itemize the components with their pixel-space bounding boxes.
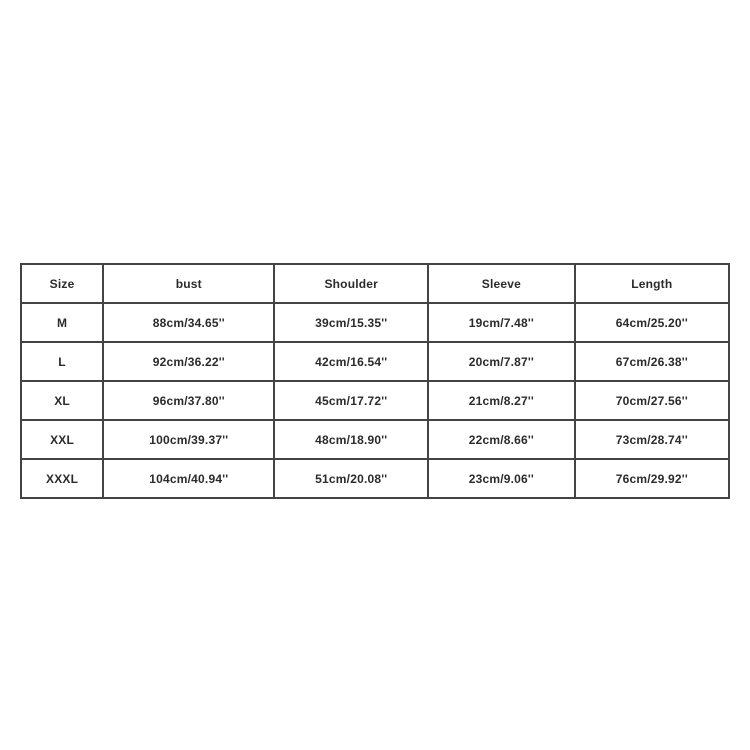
cell-size-label: XL	[21, 381, 103, 420]
cell-size-label: L	[21, 342, 103, 381]
table-row-xl	[21, 381, 729, 420]
header-cell-length: Length	[575, 264, 729, 303]
size-chart-header-row	[21, 264, 729, 303]
header-cell-size: Size	[21, 264, 103, 303]
size-chart-table	[20, 263, 730, 499]
cell-bust-value: 96cm/37.80''	[103, 381, 274, 420]
table-row-xxl	[21, 420, 729, 459]
table-row-xxxl	[21, 459, 729, 498]
cell-size-label: M	[21, 303, 103, 342]
header-cell-shoulder: Shoulder	[274, 264, 428, 303]
cell-sleeve-value: 19cm/7.48''	[428, 303, 575, 342]
cell-size-label: XXL	[21, 420, 103, 459]
cell-length-value: 76cm/29.92''	[575, 459, 729, 498]
cell-sleeve-value: 20cm/7.87''	[428, 342, 575, 381]
cell-shoulder-value: 48cm/18.90''	[274, 420, 428, 459]
cell-bust-value: 92cm/36.22''	[103, 342, 274, 381]
cell-sleeve-value: 21cm/8.27''	[428, 381, 575, 420]
cell-length-value: 64cm/25.20''	[575, 303, 729, 342]
table-row-l	[21, 342, 729, 381]
header-cell-bust: bust	[103, 264, 274, 303]
cell-length-value: 67cm/26.38''	[575, 342, 729, 381]
cell-shoulder-value: 51cm/20.08''	[274, 459, 428, 498]
cell-shoulder-value: 42cm/16.54''	[274, 342, 428, 381]
cell-bust-value: 88cm/34.65''	[103, 303, 274, 342]
cell-size-label: XXXL	[21, 459, 103, 498]
cell-bust-value: 104cm/40.94''	[103, 459, 274, 498]
cell-length-value: 73cm/28.74''	[575, 420, 729, 459]
cell-sleeve-value: 23cm/9.06''	[428, 459, 575, 498]
cell-shoulder-value: 45cm/17.72''	[274, 381, 428, 420]
table-row-m	[21, 303, 729, 342]
cell-shoulder-value: 39cm/15.35''	[274, 303, 428, 342]
header-cell-sleeve: Sleeve	[428, 264, 575, 303]
cell-bust-value: 100cm/39.37''	[103, 420, 274, 459]
cell-length-value: 70cm/27.56''	[575, 381, 729, 420]
cell-sleeve-value: 22cm/8.66''	[428, 420, 575, 459]
